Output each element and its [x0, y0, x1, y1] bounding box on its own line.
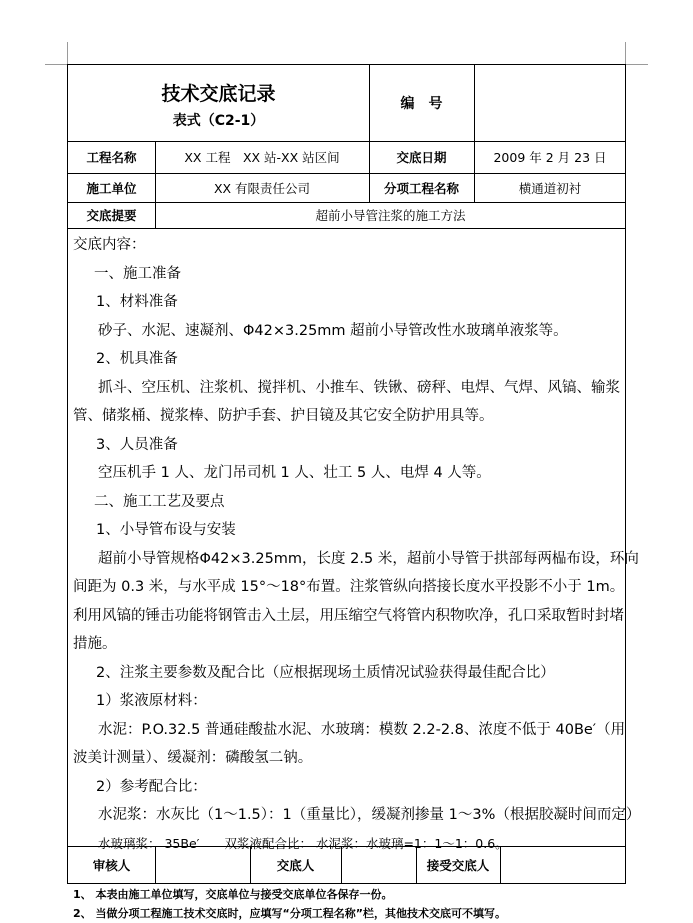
- paragraph-line: 水泥：P.O.32.5 普通硅酸盐水泥、水玻璃：模数 2.2-2.8、浓度不低于 40Be′（用: [98, 721, 626, 738]
- paragraph-line: 间距为 0.3 米，与水平成 15°～18°布置。注浆管纵向搭接长度水平投影不小于 1m。: [73, 579, 625, 595]
- subsection-heading: 3、人员准备: [96, 436, 178, 453]
- subsection-heading: 1、材料准备: [96, 294, 178, 310]
- paragraph-line: 利用风镐的锤击功能将钢管击入土层，用压缩空气将管内积物吹净，孔口采取暂时封堵: [73, 607, 624, 624]
- crop-mark-top-right-h: [626, 64, 648, 65]
- paragraph-line: 空压机手 1 人、龙门吊司机 1 人、壮工 5 人、电焊 4 人等。: [98, 465, 491, 481]
- paragraph-line: 措施。: [73, 636, 117, 652]
- presenter-signature-field: [341, 846, 416, 884]
- subsection-heading: 2、机具准备: [96, 351, 178, 367]
- content-intro: 交底内容：: [73, 237, 146, 253]
- receiver-label: 接受交底人: [426, 858, 490, 873]
- paragraph-line: 管、储浆桶、搅浆棒、防护手套、护目镜及其它安全防护用具等。: [73, 408, 494, 424]
- receiver-signature-field: [500, 846, 626, 884]
- page-title: 技术交底记录: [161, 82, 276, 105]
- disclosure-record-table: [67, 64, 641, 884]
- crop-mark-top-right-v: [625, 42, 626, 64]
- crop-mark-top-left-v: [67, 42, 68, 64]
- reviewer-signature-field: [155, 846, 250, 884]
- paragraph-line: 水玻璃浆： 35Be′ 双浆液配合比： 水泥浆：水玻璃=1：1～1：0.6。: [98, 835, 508, 851]
- construction-unit-value: XX 有限责任公司: [213, 180, 311, 196]
- footnote-1: 1、 本表由施工单位填写，交底单位与接受交底单位各保存一份。: [73, 888, 393, 901]
- disclosure-content: [68, 231, 641, 858]
- subsection-heading: 1）浆液原材料：: [96, 693, 207, 709]
- summary-value: 超前小导管注浆的施工方法: [315, 208, 466, 223]
- presenter-label: 交底人: [276, 858, 315, 873]
- project-name-value: XX 工程 XX 站-XX 站区间: [184, 150, 340, 165]
- paragraph-line: 抓斗、空压机、注浆机、搅拌机、小推车、铁锹、磅秤、电焊、气焊、风镐、输浆: [98, 379, 620, 396]
- project-name-label: 工程名称: [86, 150, 137, 165]
- section-heading: 一、施工准备: [94, 265, 181, 282]
- paragraph-line: 波美计测量）、缓凝剂：磷酸氢二钠。: [73, 750, 313, 766]
- footnote-2: 2、 当做分项工程施工技术交底时，应填写“分项工程名称”栏，其他技术交底可不填写。: [73, 907, 506, 920]
- form-number: 表式（C2-1）: [172, 113, 265, 129]
- subsection-heading: 1、小导管布设与安装: [96, 522, 236, 538]
- paragraph-line: 超前小导管规格Φ42×3.25mm，长度 2.5 米，超前小导管于拱部每两榀布设，环向: [98, 550, 639, 567]
- subsection-heading: 2）参考配合比：: [96, 778, 207, 795]
- summary-label: 交底提要: [86, 208, 137, 223]
- paragraph-line: 水泥浆：水灰比（1～1.5）：1（重量比），缓凝剂掺量 1～3%（根据胶凝时间而定）: [98, 807, 641, 823]
- number-value: [474, 65, 626, 141]
- reviewer-label: 审核人: [92, 858, 131, 873]
- construction-unit-label: 施工单位: [86, 180, 137, 196]
- footnotes: [73, 885, 506, 923]
- subproject-name-value: 横通道初衬: [518, 180, 582, 196]
- paragraph-line: 砂子、水泥、速凝剂、Φ42×3.25mm 超前小导管改性水玻璃单液浆等。: [98, 322, 568, 339]
- section-heading: 二、施工工艺及要点: [94, 493, 225, 510]
- subproject-name-label: 分项工程名称: [383, 180, 459, 196]
- number-label: 编 号: [400, 96, 443, 112]
- crop-mark-top-left-h: [45, 64, 67, 65]
- disclosure-date-label: 交底日期: [396, 150, 447, 165]
- subsection-heading: 2、注浆主要参数及配合比（应根据现场土质情况试验获得最佳配合比）: [96, 664, 555, 681]
- disclosure-date-value: 2009 年 2 月 23 日: [493, 150, 607, 165]
